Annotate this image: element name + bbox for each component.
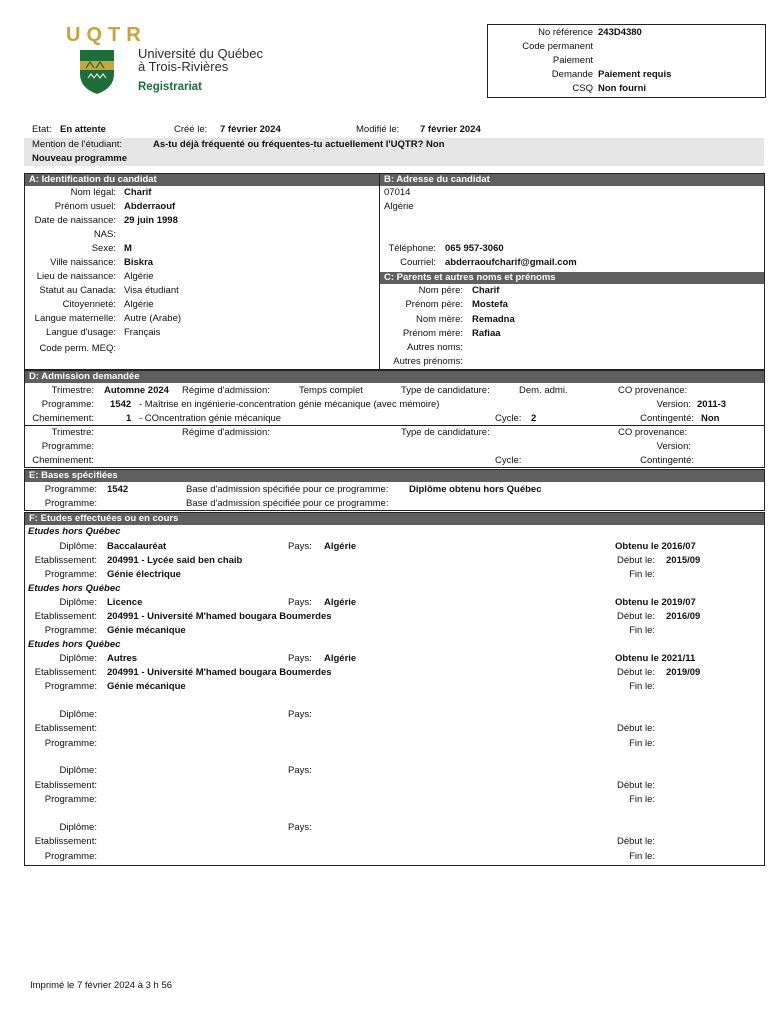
a-label: Citoyenneté: [62,299,116,310]
etat-label: Etat: [32,124,52,135]
study-heading: Etudes hors Québec [28,526,121,537]
debut-label: Début le: [616,611,655,622]
programme-label: Programme: [44,625,97,636]
debut-label: Début le: [616,555,655,566]
d-co-label: CO provenance: [618,385,688,396]
a-label: Date de naissance: [34,215,116,226]
c-label: Nom mère: [416,314,463,325]
cree-label: Créé le: [174,124,208,135]
study-heading: Etudes hors Québec [28,583,121,594]
study-heading: Etudes hors Québec [28,639,121,650]
d-programme-label: Programme: [41,399,94,410]
ref-row-paiement: Paiement [552,55,593,66]
d-contingente-value: Non [701,413,720,424]
c-label: Nom père: [418,285,463,296]
a-label: Langue maternelle: [34,313,116,324]
etablissement-label: Etablissement: [34,836,97,847]
c-value: Remadna [472,314,515,325]
diplome-label: Diplôme: [59,709,97,720]
pays-label: Pays: [288,597,312,608]
d-trimestre-label: Trimestre: [51,385,94,396]
phone-label: Téléphone: [388,243,436,254]
debut-value: 2016/09 [666,611,701,622]
c-label: Prénom père: [405,299,463,310]
pays-label: Pays: [288,765,312,776]
programme-label: Programme: [44,851,97,862]
a-value: Autre (Arabe) [124,313,182,324]
d-version-value: 2011-3 [697,399,727,410]
d-chem-label: Cheminement: [32,413,94,424]
fin-label: Fin le: [629,851,655,862]
ref-row-csq: CSQ Non fourni [572,83,647,94]
ref-row-code-permanent: Code permanent [522,41,593,52]
d-programme-code: 1542 [110,399,132,410]
reference-box [487,24,766,98]
a-label: Statut au Canada: [39,285,116,296]
section-d-header: D: Admission demandée [25,371,764,383]
d-type-label: Type de candidature: [401,385,490,396]
etat-value: En attente [60,124,106,135]
printed-date: Imprimé le 7 février 2024 à 3 h 56 [30,980,173,991]
svg-text:UQTR: UQTR [66,26,147,46]
diplome-label: Diplôme: [59,822,97,833]
a-value: Visa étudiant [124,285,179,296]
d-regime-value: Temps complet [299,385,363,396]
diplome-label: Diplôme: [59,541,97,552]
d2-version-label: Version: [656,441,691,452]
programme-label: Programme: [44,569,97,580]
programme-value: Génie électrique [107,569,181,580]
diplome-value: Baccalauréat [107,541,167,552]
etablissement-value: 204991 - Université M'hamed bougara Boumerdes [107,667,332,678]
etablissement-label: Etablissement: [34,723,97,734]
programme-label: Programme: [44,738,97,749]
d2-contingente-label: Contingenté: [640,455,694,466]
a-label: Lieu de naissance: [36,271,116,282]
c-label: Autres noms: [407,342,463,353]
etablissement-value: 204991 - Université M'hamed bougara Boumerdes [107,611,332,622]
department-name: Registrariat [138,81,202,93]
e-programme-label: Programme: [44,484,97,495]
debut-label: Début le: [616,723,655,734]
university-name-line2: à Trois-Rivières [138,58,229,74]
e2-programme-label: Programme: [44,498,97,509]
mention-label: Mention de l'étudiant: [32,139,123,150]
d-contingente-label: Contingenté: [640,413,694,424]
nouveau-programme: Nouveau programme [32,153,128,164]
d-cycle-label: Cycle: [495,413,522,424]
pays-label: Pays: [288,653,312,664]
programme-label: Programme: [44,794,97,805]
obtenu-value: Obtenu le 2016/07 [615,541,696,552]
c-label: Prénom mère: [402,328,463,339]
a-label: NAS: [93,229,116,240]
a-value: 29 juin 1998 [124,215,178,226]
a-label: Code perm. MEQ: [39,343,116,354]
university-name-line1: Université du Québec [138,46,264,61]
programme-value: Génie mécanique [107,625,186,636]
email-value: abderraoufcharif@gmail.com [445,257,577,268]
e2-base-label: Base d'admission spécifiée pour ce programme: [186,498,389,509]
pays-value: Algérie [324,653,357,664]
d-regime-label: Régime d'admission: [182,385,270,396]
pays-label: Pays: [288,709,312,720]
ref-row-demande: Demande Paiement requis [551,69,672,80]
section-a-header: A: Identification du candidat [25,174,379,186]
etablissement-label: Etablissement: [34,555,97,566]
c-value: Rafiaa [472,328,501,339]
section-c-header: C: Parents et autres noms et prénoms [380,272,764,284]
mention-value: As-tu déjà fréquenté ou fréquentes-tu actuellement l'UQTR? Non [153,139,445,150]
d-type-value: Dem. admi. [519,385,568,396]
programme-value: Génie mécanique [107,681,186,692]
e-base-value: Diplôme obtenu hors Québec [409,484,542,495]
diplome-label: Diplôme: [59,765,97,776]
etablissement-value: 204991 - Lycée said ben chaib [107,555,243,566]
a-value: M [124,243,132,254]
modifie-value: 7 février 2024 [420,124,481,135]
d-trimestre-value: Automne 2024 [104,385,169,396]
phone-value: 065 957-3060 [445,243,504,254]
a-value: Français [124,327,161,338]
debut-value: 2019/09 [666,667,701,678]
c-label: Autres prénoms: [393,356,463,367]
d-programme-desc: - Maîtrise en ingénierie-concentration génie mécanique (avec mémoire) [139,399,440,410]
d-cycle-value: 2 [531,413,537,424]
programme-label: Programme: [44,681,97,692]
c-value: Mostefa [472,299,508,310]
a-value: Algérie [124,299,154,310]
uqtr-logo [66,26,296,98]
e-programme-value: 1542 [107,484,129,495]
d2-programme-label: Programme: [41,441,94,452]
a-value: Algérie [124,271,154,282]
a-value: Abderraouf [124,201,176,212]
c-value: Charif [472,285,500,296]
debut-label: Début le: [616,667,655,678]
d2-co-label: CO provenance: [618,427,688,438]
email-label: Courriel: [400,257,436,268]
a-value: Charif [124,187,152,198]
fin-label: Fin le: [629,681,655,692]
pays-label: Pays: [288,822,312,833]
etablissement-label: Etablissement: [34,667,97,678]
obtenu-value: Obtenu le 2019/07 [615,597,696,608]
etablissement-label: Etablissement: [34,780,97,791]
cree-value: 7 février 2024 [220,124,281,135]
diplome-value: Licence [107,597,143,608]
d2-type-label: Type de candidature: [401,427,490,438]
pays-value: Algérie [324,597,357,608]
debut-value: 2015/09 [666,555,701,566]
diplome-label: Diplôme: [59,653,97,664]
d-version-label: Version: [656,399,691,410]
a-label: Prénom usuel: [54,201,116,212]
modifie-label: Modifié le: [356,124,400,135]
d-chem-code: 1 [126,413,132,424]
pays-value: Algérie [324,541,357,552]
fin-label: Fin le: [629,625,655,636]
diplome-label: Diplôme: [59,597,97,608]
address-line1: 07014 [384,187,411,198]
a-label: Langue d'usage: [46,327,116,338]
fin-label: Fin le: [629,738,655,749]
etablissement-label: Etablissement: [34,611,97,622]
a-label: Sexe: [91,243,116,254]
d2-cycle-label: Cycle: [495,455,522,466]
section-b-header: B: Adresse du candidat [380,174,764,186]
fin-label: Fin le: [629,794,655,805]
address-line2: Algérie [384,201,414,212]
debut-label: Début le: [616,836,655,847]
obtenu-value: Obtenu le 2021/11 [615,653,696,664]
d2-chem-label: Cheminement: [32,455,94,466]
pays-label: Pays: [288,541,312,552]
d2-regime-label: Régime d'admission: [182,427,270,438]
a-value: Biskra [124,257,154,268]
diplome-value: Autres [107,653,138,664]
d2-trimestre-label: Trimestre: [51,427,94,438]
section-e-header: E: Bases spécifiées [25,470,764,482]
a-label: Ville naissance: [50,257,116,268]
a-label: Nom légal: [70,187,116,198]
ref-row-reference: No référence 243D4380 [538,27,642,38]
debut-label: Début le: [616,780,655,791]
d-chem-desc: - COncentration génie mécanique [139,413,282,424]
section-f-header: F: Etudes effectuées ou en cours [25,513,764,525]
fin-label: Fin le: [629,569,655,580]
e-base-label: Base d'admission spécifiée pour ce programme: [186,484,389,495]
